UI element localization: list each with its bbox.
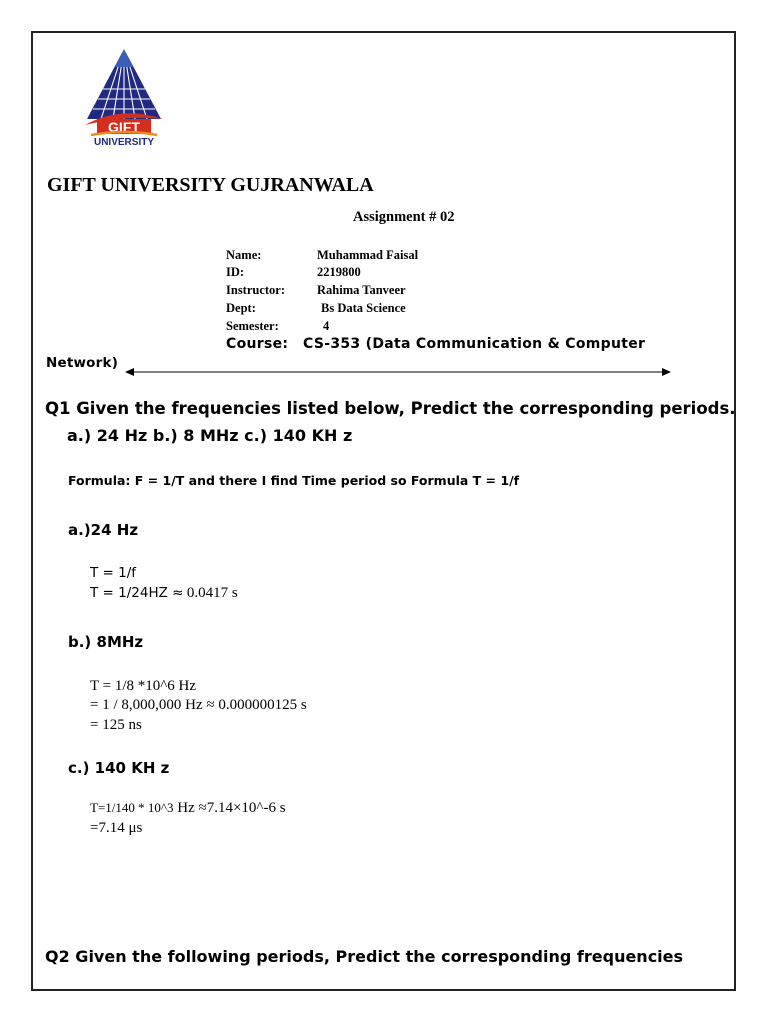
part-c-line2: =7.14 μs [90, 820, 143, 836]
part-b-line2: = 1 / 8,000,000 Hz ≈ 0.000000125 s [90, 697, 307, 713]
part-a-heading: a.)24 Hz [68, 521, 139, 539]
id-value: 2219800 [317, 265, 361, 279]
id-label: ID: [226, 265, 245, 279]
part-b-line3: = 125 ns [90, 717, 142, 733]
instructor-label: Instructor: [226, 283, 286, 297]
university-title: GIFT UNIVERSITY GUJRANWALA [47, 174, 374, 196]
document-page [31, 31, 736, 991]
svg-text:UNIVERSITY: UNIVERSITY [93, 137, 155, 148]
part-a-line2-formula: T = 1/24HZ ≈ [90, 585, 184, 601]
part-b-line1: T = 1/8 *10^6 Hz [90, 678, 197, 694]
name-value: Muhammad Faisal [317, 248, 419, 262]
dept-label: Dept: [226, 301, 256, 315]
dept-value: Bs Data Science [321, 301, 406, 315]
course-value-continued: Network) [46, 355, 119, 371]
part-c-line1-result: Hz ≈7.14×10^-6 s [177, 800, 286, 816]
part-c-heading: c.) 140 KH z [68, 759, 170, 777]
q1-subtitle: a.) 24 Hz b.) 8 MHz c.) 140 KH z [67, 426, 353, 445]
svg-text:GIFT: GIFT [108, 119, 140, 135]
part-c-line1 [90, 800, 286, 817]
assignment-title: Assignment # 02 [353, 209, 455, 225]
double-arrow-line [125, 365, 671, 379]
q1-title: Q1 Given the frequencies listed below, Predict the corresponding periods. [45, 399, 736, 418]
part-a-line1: T = 1/f [90, 565, 137, 581]
part-a-line2-result: 0.0417 s [186, 585, 238, 601]
course-value: CS-353 (Data Communication & Computer [303, 336, 646, 352]
instructor-value: Rahima Tanveer [317, 283, 406, 297]
q2-title: Q2 Given the following periods, Predict the corresponding frequencies [45, 947, 684, 966]
part-c-line1-formula: T=1/140 * 10^3 [90, 800, 174, 815]
semester-label: Semester: [226, 319, 279, 333]
formula-text: Formula: F = 1/T and there I find Time period so Formula T = 1/f [68, 473, 520, 488]
gift-university-logo [71, 45, 177, 149]
part-a-line2 [90, 585, 238, 602]
semester-value: 4 [323, 319, 330, 333]
course-label: Course: [226, 336, 289, 352]
name-label: Name: [226, 248, 262, 262]
part-b-heading: b.) 8MHz [68, 633, 144, 651]
